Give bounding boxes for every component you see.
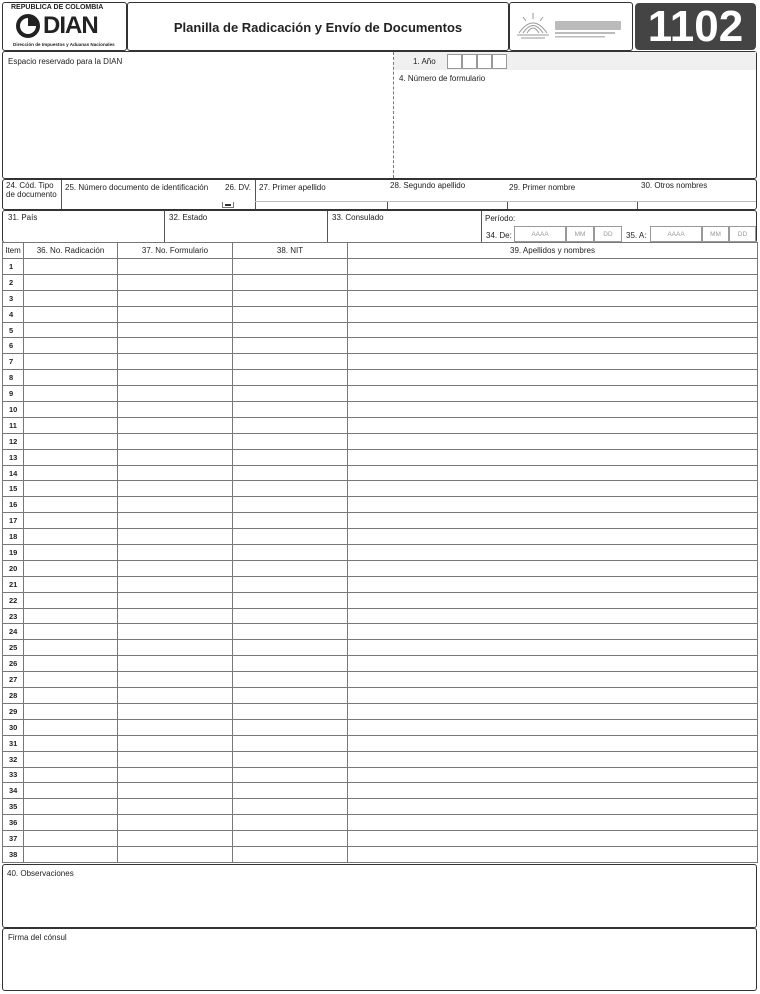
item-number: 29 <box>3 703 24 719</box>
formulario-cell[interactable] <box>118 259 233 275</box>
table-row <box>3 354 758 370</box>
nit-cell[interactable] <box>233 402 348 418</box>
nombres-cell[interactable] <box>348 259 758 275</box>
nombres-cell[interactable] <box>348 831 758 847</box>
formulario-cell[interactable] <box>118 608 233 624</box>
item-number: 9 <box>3 386 24 402</box>
item-number: 8 <box>3 370 24 386</box>
dian-logo-icon <box>13 12 47 40</box>
item-number: 19 <box>3 545 24 561</box>
nit-cell[interactable] <box>233 751 348 767</box>
item-number: 16 <box>3 497 24 513</box>
nombres-cell[interactable] <box>348 306 758 322</box>
year-digit-4[interactable] <box>492 54 507 69</box>
formulario-cell[interactable] <box>118 402 233 418</box>
nit-cell[interactable] <box>233 560 348 576</box>
signature-section <box>2 928 757 991</box>
nit-cell[interactable] <box>233 703 348 719</box>
radicacion-cell[interactable] <box>24 592 118 608</box>
nit-cell[interactable] <box>233 656 348 672</box>
nombres-cell[interactable] <box>348 433 758 449</box>
table-row <box>3 513 758 529</box>
formulario-cell[interactable] <box>118 656 233 672</box>
formulario-cell[interactable] <box>118 449 233 465</box>
formulario-cell[interactable] <box>118 719 233 735</box>
reserved-divider <box>393 52 394 178</box>
table-row <box>3 846 758 862</box>
year-digit-1[interactable] <box>447 54 462 69</box>
from-day-field[interactable]: DD <box>594 226 622 242</box>
formulario-cell[interactable] <box>118 672 233 688</box>
table-row <box>3 322 758 338</box>
table-row <box>3 767 758 783</box>
radicacion-cell[interactable] <box>24 545 118 561</box>
nit-cell[interactable] <box>233 545 348 561</box>
radicacion-cell[interactable] <box>24 402 118 418</box>
to-year-field[interactable]: AAAA <box>650 226 702 242</box>
nombres-cell[interactable] <box>348 417 758 433</box>
formulario-cell[interactable] <box>118 783 233 799</box>
table-header-row <box>3 243 758 259</box>
formulario-cell[interactable] <box>118 831 233 847</box>
table-row <box>3 274 758 290</box>
muisca-logo-icon <box>515 11 627 43</box>
nit-cell[interactable] <box>233 783 348 799</box>
formulario-cell[interactable] <box>118 545 233 561</box>
col-header-radicacion: 36. No. Radicación <box>24 243 118 259</box>
nombres-cell[interactable] <box>348 592 758 608</box>
item-number: 13 <box>3 449 24 465</box>
item-number: 4 <box>3 306 24 322</box>
nombres-cell[interactable] <box>348 402 758 418</box>
item-number: 7 <box>3 354 24 370</box>
nit-cell[interactable] <box>233 306 348 322</box>
formulario-cell[interactable] <box>118 386 233 402</box>
table-row <box>3 290 758 306</box>
radicacion-cell[interactable] <box>24 719 118 735</box>
documents-table <box>2 242 758 863</box>
item-number: 24 <box>3 624 24 640</box>
radicacion-cell[interactable] <box>24 322 118 338</box>
nombres-cell[interactable] <box>348 497 758 513</box>
nit-cell[interactable] <box>233 846 348 862</box>
item-number: 37 <box>3 831 24 847</box>
agency-label: Dirección de Impuestos y Aduanas Nacionales <box>13 42 115 47</box>
nombres-cell[interactable] <box>348 608 758 624</box>
formulario-cell[interactable] <box>118 576 233 592</box>
radicacion-cell[interactable] <box>24 846 118 862</box>
nit-cell[interactable] <box>233 481 348 497</box>
consulate-label: 33. Consulado <box>332 213 384 222</box>
nombres-cell[interactable] <box>348 688 758 704</box>
radicacion-cell[interactable] <box>24 338 118 354</box>
radicacion-cell[interactable] <box>24 306 118 322</box>
nit-cell[interactable] <box>233 592 348 608</box>
item-number: 30 <box>3 719 24 735</box>
radicacion-cell[interactable] <box>24 290 118 306</box>
radicacion-cell[interactable] <box>24 560 118 576</box>
country-label: REPUBLICA DE COLOMBIA <box>11 4 104 11</box>
item-number: 31 <box>3 735 24 751</box>
nombres-cell[interactable] <box>348 322 758 338</box>
nombres-cell[interactable] <box>348 481 758 497</box>
formulario-cell[interactable] <box>118 751 233 767</box>
page-title: Planilla de Radicación y Envío de Documentos <box>173 20 463 35</box>
radicacion-cell[interactable] <box>24 465 118 481</box>
table-row <box>3 417 758 433</box>
radicacion-cell[interactable] <box>24 656 118 672</box>
table-row <box>3 688 758 704</box>
nit-cell[interactable] <box>233 831 348 847</box>
nit-cell[interactable] <box>233 497 348 513</box>
formulario-cell[interactable] <box>118 465 233 481</box>
nombres-cell[interactable] <box>348 799 758 815</box>
nombres-cell[interactable] <box>348 815 758 831</box>
nombres-cell[interactable] <box>348 386 758 402</box>
nit-cell[interactable] <box>233 338 348 354</box>
nombres-cell[interactable] <box>348 290 758 306</box>
nit-cell[interactable] <box>233 274 348 290</box>
title-box <box>127 2 509 51</box>
item-number: 2 <box>3 274 24 290</box>
item-number: 36 <box>3 815 24 831</box>
formulario-cell[interactable] <box>118 354 233 370</box>
col-header-nit: 38. NIT <box>233 243 348 259</box>
formulario-cell[interactable] <box>118 290 233 306</box>
item-number: 17 <box>3 513 24 529</box>
item-number: 6 <box>3 338 24 354</box>
year-digit-2[interactable] <box>462 54 477 69</box>
nit-cell[interactable] <box>233 672 348 688</box>
nombres-cell[interactable] <box>348 703 758 719</box>
table-row <box>3 592 758 608</box>
item-number: 23 <box>3 608 24 624</box>
formulario-cell[interactable] <box>118 306 233 322</box>
nit-cell[interactable] <box>233 608 348 624</box>
radicacion-cell[interactable] <box>24 481 118 497</box>
table-row <box>3 831 758 847</box>
radicacion-cell[interactable] <box>24 799 118 815</box>
formulario-cell[interactable] <box>118 735 233 751</box>
formulario-cell[interactable] <box>118 497 233 513</box>
to-month-field[interactable]: MM <box>702 226 729 242</box>
table-row <box>3 449 758 465</box>
item-number: 18 <box>3 529 24 545</box>
radicacion-cell[interactable] <box>24 370 118 386</box>
col-header-item: Item <box>3 243 24 259</box>
radicacion-cell[interactable] <box>24 831 118 847</box>
dv-label: 26. DV. <box>225 183 251 192</box>
table-row <box>3 719 758 735</box>
table-row <box>3 751 758 767</box>
nit-cell[interactable] <box>233 465 348 481</box>
nit-cell[interactable] <box>233 640 348 656</box>
nit-cell[interactable] <box>233 433 348 449</box>
nombres-cell[interactable] <box>348 354 758 370</box>
item-number: 14 <box>3 465 24 481</box>
table-row <box>3 799 758 815</box>
radicacion-cell[interactable] <box>24 354 118 370</box>
item-number: 28 <box>3 688 24 704</box>
nombres-cell[interactable] <box>348 767 758 783</box>
doc-type-label: 24. Cód. Tipo de documento <box>6 181 57 199</box>
radicacion-cell[interactable] <box>24 274 118 290</box>
table-row <box>3 545 758 561</box>
table-row <box>3 481 758 497</box>
radicacion-cell[interactable] <box>24 259 118 275</box>
nombres-cell[interactable] <box>348 465 758 481</box>
year-label: 1. Año <box>413 57 436 66</box>
radicacion-cell[interactable] <box>24 640 118 656</box>
formulario-cell[interactable] <box>118 529 233 545</box>
radicacion-cell[interactable] <box>24 386 118 402</box>
nit-cell[interactable] <box>233 799 348 815</box>
nombres-cell[interactable] <box>348 640 758 656</box>
table-row <box>3 608 758 624</box>
formulario-cell[interactable] <box>118 640 233 656</box>
identification-section <box>2 179 757 210</box>
nit-cell[interactable] <box>233 529 348 545</box>
item-number: 15 <box>3 481 24 497</box>
formulario-cell[interactable] <box>118 767 233 783</box>
item-number: 38 <box>3 846 24 862</box>
formulario-cell[interactable] <box>118 799 233 815</box>
table-row <box>3 497 758 513</box>
radicacion-cell[interactable] <box>24 433 118 449</box>
item-number: 22 <box>3 592 24 608</box>
location-section <box>2 210 757 243</box>
reserved-label: Espacio reservado para la DIAN <box>8 57 123 66</box>
surname1-label: 27. Primer apellido <box>259 183 326 192</box>
radicacion-cell[interactable] <box>24 497 118 513</box>
nit-cell[interactable] <box>233 370 348 386</box>
radicacion-cell[interactable] <box>24 783 118 799</box>
radicacion-cell[interactable] <box>24 735 118 751</box>
formulario-cell[interactable] <box>118 274 233 290</box>
radicacion-cell[interactable] <box>24 688 118 704</box>
nit-cell[interactable] <box>233 719 348 735</box>
table-row <box>3 402 758 418</box>
item-number: 21 <box>3 576 24 592</box>
table-row <box>3 640 758 656</box>
table-row <box>3 338 758 354</box>
dian-logo <box>13 12 121 40</box>
formulario-cell[interactable] <box>118 338 233 354</box>
nit-cell[interactable] <box>233 688 348 704</box>
period-from-label: 34. De: <box>486 231 512 240</box>
formulario-cell[interactable] <box>118 688 233 704</box>
radicacion-cell[interactable] <box>24 529 118 545</box>
nombres-cell[interactable] <box>348 274 758 290</box>
formulario-cell[interactable] <box>118 703 233 719</box>
item-number: 3 <box>3 290 24 306</box>
formulario-cell[interactable] <box>118 322 233 338</box>
table-row <box>3 433 758 449</box>
nit-cell[interactable] <box>233 259 348 275</box>
nombres-cell[interactable] <box>348 545 758 561</box>
formulario-cell[interactable] <box>118 815 233 831</box>
from-year-field[interactable]: AAAA <box>514 226 566 242</box>
nombres-cell[interactable] <box>348 513 758 529</box>
radicacion-cell[interactable] <box>24 513 118 529</box>
item-number: 20 <box>3 560 24 576</box>
formulario-cell[interactable] <box>118 481 233 497</box>
formulario-cell[interactable] <box>118 846 233 862</box>
item-number: 11 <box>3 417 24 433</box>
nit-cell[interactable] <box>233 735 348 751</box>
nit-cell[interactable] <box>233 417 348 433</box>
table-row <box>3 529 758 545</box>
item-number: 35 <box>3 799 24 815</box>
formulario-cell[interactable] <box>118 624 233 640</box>
dian-logo-box <box>2 2 127 51</box>
othernames-label: 30. Otros nombres <box>641 181 708 190</box>
nombres-cell[interactable] <box>348 783 758 799</box>
form-number-badge: 1102 <box>635 3 756 50</box>
item-number: 12 <box>3 433 24 449</box>
observations-section <box>2 864 757 928</box>
muisca-logo-box <box>509 2 633 51</box>
surname2-label: 28. Segundo apellido <box>390 181 466 190</box>
radicacion-cell[interactable] <box>24 703 118 719</box>
table-row <box>3 672 758 688</box>
radicacion-cell[interactable] <box>24 449 118 465</box>
doc-number-label: 25. Número documento de identificación <box>65 183 209 192</box>
form-number-label: 4. Número de formulario <box>399 74 486 83</box>
nombres-cell[interactable] <box>348 735 758 751</box>
item-number: 34 <box>3 783 24 799</box>
nombres-cell[interactable] <box>348 449 758 465</box>
period-label: Período: <box>485 214 516 223</box>
radicacion-cell[interactable] <box>24 624 118 640</box>
nombres-cell[interactable] <box>348 672 758 688</box>
formulario-cell[interactable] <box>118 370 233 386</box>
table-row <box>3 259 758 275</box>
nit-cell[interactable] <box>233 624 348 640</box>
from-month-field[interactable]: MM <box>566 226 594 242</box>
table-row <box>3 624 758 640</box>
col-header-formulario: 37. No. Formulario <box>118 243 233 259</box>
radicacion-cell[interactable] <box>24 417 118 433</box>
formulario-cell[interactable] <box>118 560 233 576</box>
table-row <box>3 386 758 402</box>
table-row <box>3 703 758 719</box>
nombres-cell[interactable] <box>348 656 758 672</box>
nit-cell[interactable] <box>233 386 348 402</box>
formulario-cell[interactable] <box>118 417 233 433</box>
reserved-section <box>2 51 757 179</box>
nit-cell[interactable] <box>233 767 348 783</box>
radicacion-cell[interactable] <box>24 672 118 688</box>
radicacion-cell[interactable] <box>24 751 118 767</box>
dian-logo-text: DIAN <box>43 12 98 39</box>
nombres-cell[interactable] <box>348 338 758 354</box>
formulario-cell[interactable] <box>118 433 233 449</box>
to-day-field[interactable]: DD <box>729 226 756 242</box>
nit-cell[interactable] <box>233 513 348 529</box>
observations-label: 40. Observaciones <box>7 869 74 878</box>
table-row <box>3 656 758 672</box>
table-row <box>3 560 758 576</box>
nombres-cell[interactable] <box>348 576 758 592</box>
item-number: 10 <box>3 402 24 418</box>
item-number: 1 <box>3 259 24 275</box>
nombres-cell[interactable] <box>348 529 758 545</box>
radicacion-cell[interactable] <box>24 576 118 592</box>
period-to-label: 35. A: <box>626 231 647 240</box>
nit-cell[interactable] <box>233 322 348 338</box>
formulario-cell[interactable] <box>118 592 233 608</box>
item-number: 33 <box>3 767 24 783</box>
state-label: 32. Estado <box>169 213 208 222</box>
table-row <box>3 576 758 592</box>
nit-cell[interactable] <box>233 290 348 306</box>
year-digit-3[interactable] <box>477 54 492 69</box>
nit-cell[interactable] <box>233 354 348 370</box>
radicacion-cell[interactable] <box>24 815 118 831</box>
item-number: 26 <box>3 656 24 672</box>
table-row <box>3 783 758 799</box>
item-number: 27 <box>3 672 24 688</box>
table-row <box>3 370 758 386</box>
nit-cell[interactable] <box>233 449 348 465</box>
signature-label: Firma del cónsul <box>8 933 67 942</box>
formulario-cell[interactable] <box>118 513 233 529</box>
table-row <box>3 465 758 481</box>
table-row <box>3 306 758 322</box>
nombres-cell[interactable] <box>348 624 758 640</box>
nombres-cell[interactable] <box>348 846 758 862</box>
radicacion-cell[interactable] <box>24 767 118 783</box>
nombres-cell[interactable] <box>348 370 758 386</box>
item-number: 32 <box>3 751 24 767</box>
nit-cell[interactable] <box>233 815 348 831</box>
item-number: 25 <box>3 640 24 656</box>
country-label: 31. País <box>8 213 38 222</box>
table-row <box>3 815 758 831</box>
radicacion-cell[interactable] <box>24 608 118 624</box>
table-row <box>3 735 758 751</box>
col-header-nombres: 39. Apellidos y nombres <box>348 243 758 259</box>
nombres-cell[interactable] <box>348 560 758 576</box>
nit-cell[interactable] <box>233 576 348 592</box>
item-number: 5 <box>3 322 24 338</box>
firstname-label: 29. Primer nombre <box>509 183 576 192</box>
nombres-cell[interactable] <box>348 719 758 735</box>
nombres-cell[interactable] <box>348 751 758 767</box>
